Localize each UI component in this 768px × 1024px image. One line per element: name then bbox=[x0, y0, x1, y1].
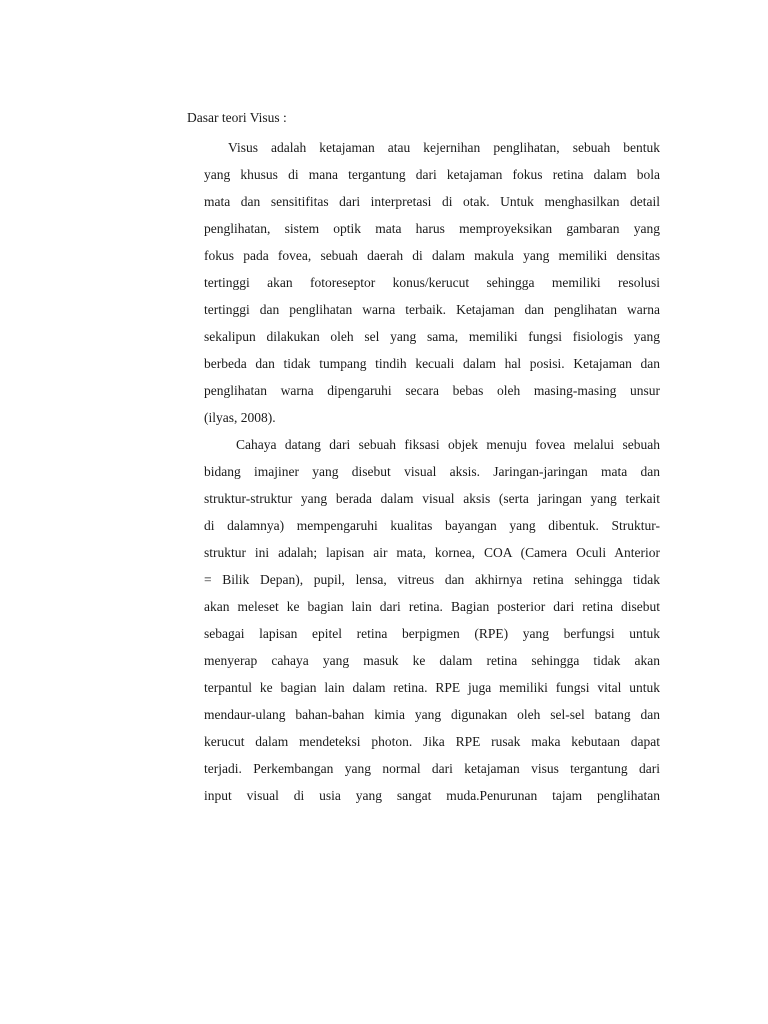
text-line: akan meleset ke bagian lain dari retina. Bagian posterior dari retina disebut bbox=[204, 599, 660, 614]
text-line: struktur ini adalah; lapisan air mata, kornea, COA (Camera Oculi Anterior bbox=[204, 545, 660, 560]
text-line: struktur-struktur yang berada dalam visual aksis (serta jaringan yang terkait bbox=[204, 491, 660, 506]
text-line: fokus pada fovea, sebuah daerah di dalam makula yang memiliki densitas bbox=[204, 248, 660, 263]
text-line: mendaur-ulang bahan-bahan kimia yang digunakan oleh sel-sel batang dan bbox=[204, 707, 660, 722]
body-text bbox=[204, 134, 660, 809]
text-line: tertinggi dan penglihatan warna terbaik. Ketajaman dan penglihatan warna bbox=[204, 302, 660, 317]
text-line: di dalamnya) mempengaruhi kualitas bayangan yang dibentuk. Struktur- bbox=[204, 518, 660, 533]
text-line: Visus adalah ketajaman atau kejernihan penglihatan, sebuah bentuk bbox=[228, 140, 660, 155]
text-line: mata dan sensitifitas dari interpretasi di otak. Untuk menghasilkan detail bbox=[204, 194, 660, 209]
text-line: = Bilik Depan), pupil, lensa, vitreus dan akhirnya retina sehingga tidak bbox=[204, 572, 660, 587]
text-line: berbeda dan tidak tumpang tindih kecuali dalam hal posisi. Ketajaman dan bbox=[204, 356, 660, 371]
text-line: penglihatan warna dipengaruhi secara bebas oleh masing-masing unsur bbox=[204, 383, 660, 398]
text-line: (ilyas, 2008). bbox=[204, 410, 276, 425]
text-line: input visual di usia yang sangat muda.Penurunan tajam penglihatan bbox=[204, 788, 660, 803]
section-heading: Dasar teori Visus : bbox=[187, 110, 287, 125]
text-line: penglihatan, sistem optik mata harus memproyeksikan gambaran yang bbox=[204, 221, 660, 236]
text-line: sekalipun dilakukan oleh sel yang sama, memiliki fungsi fisiologis yang bbox=[204, 329, 660, 344]
text-line: terpantul ke bagian lain dalam retina. RPE juga memiliki fungsi vital untuk bbox=[204, 680, 660, 695]
paragraph-1 bbox=[204, 134, 660, 431]
text-line: Cahaya datang dari sebuah fiksasi objek menuju fovea melalui sebuah bbox=[236, 437, 660, 452]
text-line: sebagai lapisan epitel retina berpigmen (RPE) yang berfungsi untuk bbox=[204, 626, 660, 641]
text-line: terjadi. Perkembangan yang normal dari ketajaman visus tergantung dari bbox=[204, 761, 660, 776]
paragraph-2 bbox=[204, 431, 660, 809]
text-line: menyerap cahaya yang masuk ke dalam retina sehingga tidak akan bbox=[204, 653, 660, 668]
text-line: bidang imajiner yang disebut visual aksis. Jaringan-jaringan mata dan bbox=[204, 464, 660, 479]
text-line: tertinggi akan fotoreseptor konus/kerucut sehingga memiliki resolusi bbox=[204, 275, 660, 290]
text-line: kerucut dalam mendeteksi photon. Jika RPE rusak maka kebutaan dapat bbox=[204, 734, 660, 749]
text-line: yang khusus di mana tergantung dari ketajaman fokus retina dalam bola bbox=[204, 167, 660, 182]
